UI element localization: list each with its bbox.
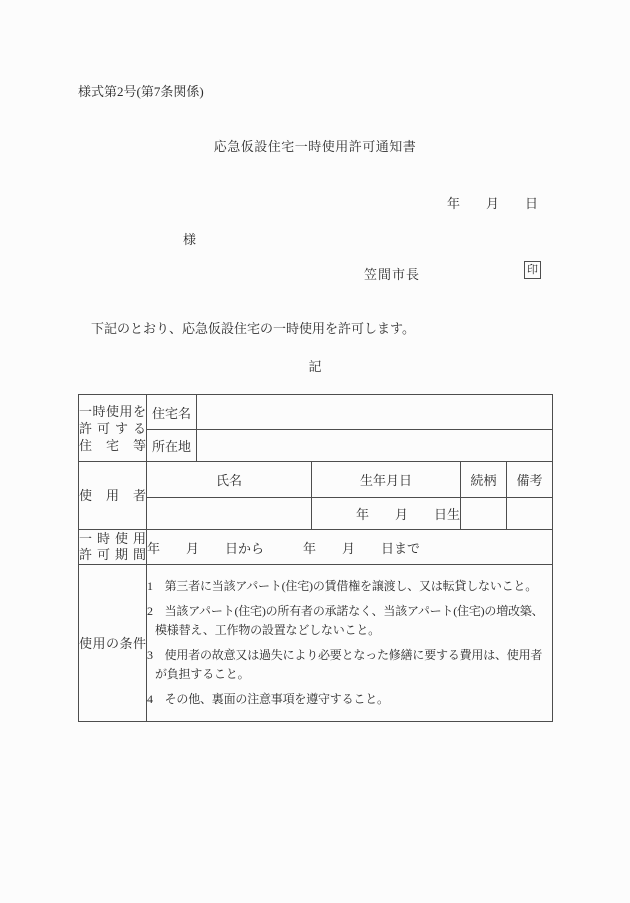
period-section-label-cell bbox=[79, 530, 147, 565]
table-row-user-values bbox=[79, 498, 553, 530]
seal-character: 印 bbox=[527, 264, 538, 276]
conditions-label: 使用の条件 bbox=[79, 635, 146, 651]
period-label-line-2: 許可期間 bbox=[79, 547, 146, 562]
birthdate-value-cell: 年 月 日生 bbox=[312, 498, 461, 530]
name-header: 氏名 bbox=[147, 462, 312, 498]
table-row-housing-name bbox=[79, 395, 553, 430]
table-row-user-headers bbox=[79, 462, 553, 498]
birthdate-header: 生年月日 bbox=[312, 462, 461, 498]
condition-item-4: 4 その他、裏面の注意事項を遵守すること。 bbox=[147, 692, 389, 706]
permit-table bbox=[78, 394, 553, 722]
conditions-value-cell bbox=[147, 565, 553, 722]
relation-value-cell bbox=[461, 498, 507, 530]
period-value-cell: 年 月 日から 年 月 日まで bbox=[147, 530, 553, 565]
housing-name-value-cell bbox=[197, 395, 553, 430]
document-title: 応急仮設住宅一時使用許可通知書 bbox=[213, 139, 417, 154]
table-row-conditions bbox=[79, 565, 553, 722]
housing-label-line-1: 一時使用を bbox=[79, 403, 146, 419]
housing-section-label-cell bbox=[79, 395, 147, 462]
table-row-period bbox=[79, 530, 553, 565]
condition-item-3: 3 使用者の故意又は過失により必要となった修繕に要する費用は、使用者が負担すること。 bbox=[147, 648, 543, 681]
conditions-section-label-cell bbox=[79, 565, 147, 722]
body-text: 下記のとおり、応急仮設住宅の一時使用を許可します。 bbox=[91, 321, 415, 336]
condition-item-1: 1 第三者に当該アパート(住宅)の賃借権を譲渡し、又は転貸しないこと。 bbox=[147, 579, 538, 593]
section-marker: 記 bbox=[308, 359, 322, 374]
table-row-housing-address bbox=[79, 430, 553, 462]
remarks-value-cell bbox=[507, 498, 553, 530]
housing-name-label: 住宅名 bbox=[147, 395, 197, 430]
user-label: 使用者 bbox=[79, 488, 146, 503]
issue-date-line: 年 月 日 bbox=[447, 196, 539, 211]
housing-label-line-3: 住宅等 bbox=[79, 437, 146, 453]
housing-address-value-cell bbox=[197, 430, 553, 462]
recipient-suffix: 様 bbox=[183, 232, 197, 247]
user-section-label-cell bbox=[79, 462, 147, 530]
housing-address-label: 所在地 bbox=[147, 430, 197, 462]
housing-label-line-2: 許可する bbox=[79, 420, 146, 436]
remarks-header: 備考 bbox=[507, 462, 553, 498]
issuer-name: 笠間市長 bbox=[364, 267, 421, 282]
seal-box bbox=[524, 261, 541, 279]
relation-header: 続柄 bbox=[461, 462, 507, 498]
period-label-line-1: 一時使用 bbox=[79, 531, 146, 546]
form-number: 様式第2号(第7条関係) bbox=[78, 84, 204, 99]
name-value-cell bbox=[147, 498, 312, 530]
condition-item-2: 2 当該アパート(住宅)の所有者の承諾なく、当該アパート(住宅)の増改築、模様替え、工作物の設置などしないこと。 bbox=[147, 604, 544, 637]
